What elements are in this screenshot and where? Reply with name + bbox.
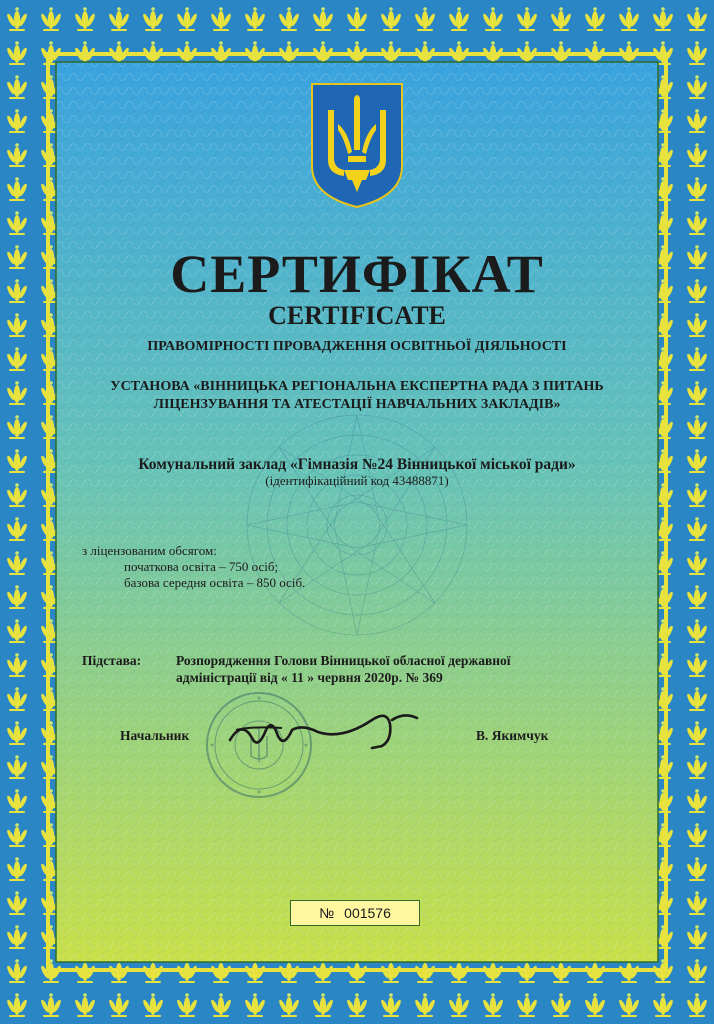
serial-label: №	[319, 905, 335, 921]
basis-line-2: адміністрації від « 11 » червня 2020р. № 369	[176, 670, 443, 685]
issuer-line-1: УСТАНОВА «ВІННИЦЬКА РЕГІОНАЛЬНА ЕКСПЕРТНА РАДА З ПИТАНЬ	[110, 379, 604, 394]
institution-name: Комунальний заклад «Гімназія №24 Вінницької міської ради»	[138, 456, 576, 473]
head-label: Начальник	[120, 728, 190, 743]
institution-code: (ідентифікаційний код 43488871)	[265, 473, 449, 488]
scope-label: з ліцензованим обсягом:	[82, 543, 217, 558]
serial-number-box	[290, 900, 420, 926]
head-name: В. Якимчук	[476, 728, 549, 743]
basis-label: Підстава:	[82, 653, 142, 668]
scope-item-primary: початкова освіта – 750 осіб;	[124, 559, 279, 574]
certificate-purpose: ПРАВОМІРНОСТІ ПРОВАДЖЕННЯ ОСВІТНЬОЇ ДІЯЛЬНОСТІ	[147, 339, 567, 354]
trident-emblem-icon	[308, 80, 406, 210]
certificate-subtitle: CERTIFICATE	[268, 301, 446, 330]
issuer-line-2: ЛІЦЕНЗУВАННЯ ТА АТЕСТАЦІЇ НАВЧАЛЬНИХ ЗАКЛАДІВ»	[153, 397, 561, 412]
scope-item-basic: базова середня освіта – 850 осіб.	[124, 575, 306, 590]
signature	[222, 700, 432, 760]
serial-number: 001576	[344, 905, 391, 921]
certificate-title: СЕРТИФІКАТ	[170, 244, 544, 304]
basis-line-1: Розпорядження Голови Вінницької обласної державної	[176, 653, 511, 668]
